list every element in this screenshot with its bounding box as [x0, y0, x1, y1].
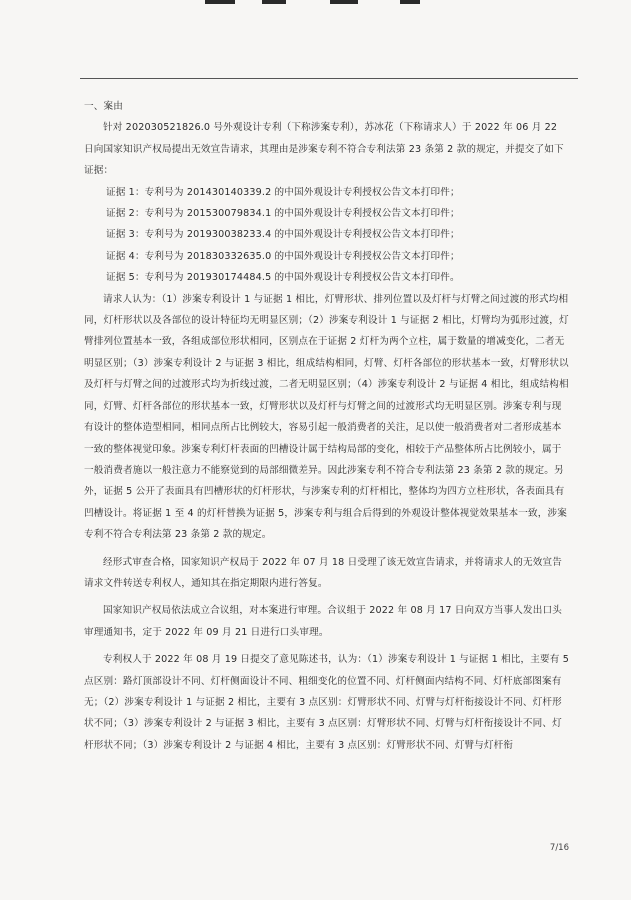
evidence-item: 证据 5：专利号为 201930174484.5 的中国外观设计专利授权公告文本打印件。	[106, 272, 460, 284]
scan-top-marks	[0, 0, 631, 6]
section-heading: 一、案由	[84, 101, 123, 112]
patentee-view-paragraph: 专利权人于 2022 年 08 月 19 日提交了意见陈述书，认为：（1）涉案专利设计 1 与证据 1 相比，主要有 5 点区别：路灯顶部设计不同、灯杆侧面设计不同、粗细变化的位置不同、灯杆侧面内结构不同、灯杆底部图案有无；（2）涉案专利设计 1 与证据 2 相比，主要有 3 点区别：灯臂形状不同、灯臂与灯杆衔接设计不同、灯杆形状不同；（3）涉案专利设计 2 与证据 3 相比，主要有 3 点区别：灯臂形状不同、灯臂与灯杆衔接设计不同、灯杆形状不同；（3）涉案专利设计 2 与证据 4 相比，主要有 3 点区别：灯臂形状不同、灯臂与灯杆衔	[84, 654, 569, 751]
claimant-view-paragraph: 请求人认为：（1）涉案专利设计 1 与证据 1 相比，灯臂形状、排列位置以及灯杆与灯臂之间过渡的形式均相同，灯杆形状以及各部位的设计特征均无明显区别；（2）涉案专利设计 1 与证据 2 相比，灯臂均为弧形过渡，灯臂排列位置基本一致，各组成部位形状相同，区别点在于证据 2 灯杆为两个立柱，属于数量的增减变化，二者无明显区别；（3）涉案专利设计 2 与证据 3 相比，组成结构相同，灯臂、灯杆各部位的形状基本一致，灯臂形状以及灯杆与灯臂之间的过渡形式均为折线过渡，二者无明显区别；（4）涉案专利设计 2 与证据 4 相比，组成结构相同，灯臂、灯杆各部位的形状基本一致，灯臂形状以及灯杆与灯臂之间的过渡形式均无明显区别。涉案专利与现有设计的整体造型相同，相同点所占比例较大，容易引起一般消费者的关注，足以使一般消费者对二者形成基本一致的整体视觉印象。涉案专利灯杆表面的凹槽设计属于结构局部的变化，相较于产品整体所占比例较小，属于一般消费者施以一般注意力不能察觉到的局部细微差异。因此涉案专利不符合专利法第 23 条第 2 款的规定。另外，证据 5 公开了表面具有凹槽形状的灯杆形状，与涉案专利的灯杆相比，整体均为四方立柱形状，各表面具有凹槽设计。将证据 1 至 4 的灯杆替换为证据 5，涉案专利与组合后得到的外观设计整体视觉效果基本一致，涉案专利不符合专利法第 23 条第 2 款的规定。	[84, 293, 569, 541]
evidence-item: 证据 1：专利号为 201430140339.2 的中国外观设计专利授权公告文本打印件；	[106, 186, 460, 198]
document-body	[84, 96, 570, 756]
intro-paragraph: 针对 202030521826.0 号外观设计专利（下称涉案专利），苏冰花（下称请求人）于 2022 年 06 月 22 日向国家知识产权局提出无效宣告请求，其理由是涉案专利不符合专利法第 23 条第 2 款的规定，并提交了如下证据：	[84, 122, 564, 177]
evidence-item: 证据 3：专利号为 201930038233.4 的中国外观设计专利授权公告文本打印件；	[106, 229, 460, 241]
evidence-item: 证据 2：专利号为 201530079834.1 的中国外观设计专利授权公告文本打印件；	[106, 208, 460, 220]
collegial-paragraph: 国家知识产权局依法成立合议组，对本案进行审理。合议组于 2022 年 08 月 17 日向双方当事人发出口头审理通知书，定于 2022 年 09 月 21 日进行口头审理。	[84, 605, 562, 638]
header-rule	[80, 78, 578, 79]
acceptance-paragraph: 经形式审查合格，国家知识产权局于 2022 年 07 月 18 日受理了该无效宣告请求，并将请求人的无效宣告请求文件转送专利权人，通知其在指定期限内进行答复。	[84, 556, 562, 589]
evidence-item: 证据 4：专利号为 201830332635.0 的中国外观设计专利授权公告文本打印件；	[106, 250, 460, 262]
page-number: 7/16	[549, 843, 569, 853]
